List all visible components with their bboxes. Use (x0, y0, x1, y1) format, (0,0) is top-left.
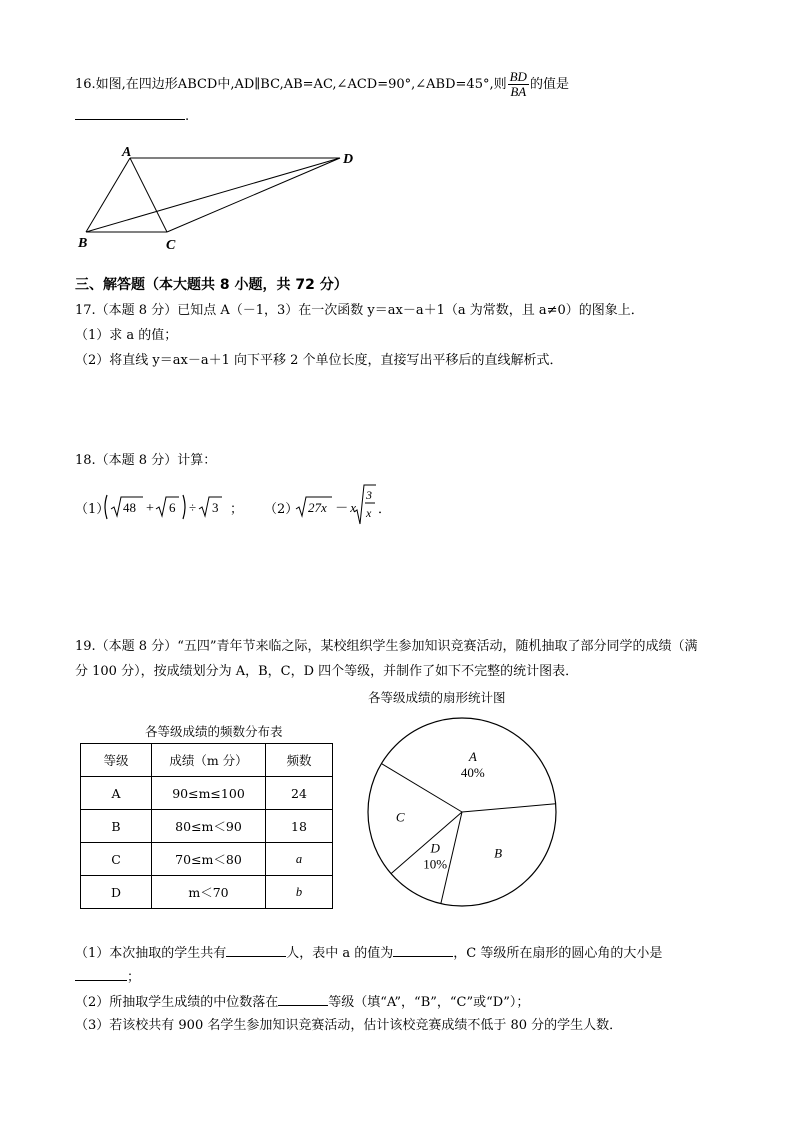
q19-part2 (75, 992, 529, 1012)
table-cell: 80≤m＜90 (152, 810, 266, 843)
table-header-cell: 等级 (81, 744, 152, 777)
q16-answer-blank[interactable] (75, 106, 185, 120)
q16-label-D: D (343, 152, 354, 167)
q19-p2-a: （2）所抽取学生成绩的中位数落在 (75, 995, 279, 1010)
q16-period: . (185, 109, 190, 124)
q18-p2-label: （2） (264, 502, 299, 517)
table-cell: B (81, 810, 152, 843)
svg-text:+: + (146, 501, 154, 516)
section3-title: 三、解答题（本大题共 8 小题，共 72 分） (75, 277, 348, 293)
q19-pie-title: 各等级成绩的扇形统计图 (368, 690, 506, 705)
q16-stem (75, 70, 569, 99)
q19-blank-a[interactable] (393, 943, 453, 957)
q18-p2-minus-x: － x (334, 500, 357, 515)
pie-slice-value-A: 40% (460, 765, 485, 781)
q16-text-end: 的值是 (529, 77, 569, 92)
q16-label-B: B (78, 236, 88, 251)
q19-blank-angle[interactable] (75, 967, 127, 981)
q16-frac-num: BD (509, 69, 527, 84)
table-cell: C (81, 843, 152, 876)
q17-part2: （2）将直线 y＝ax－a＋1 向下平移 2 个单位长度，直接写出平移后的直线解析式． (75, 353, 563, 368)
q16-figure (70, 140, 370, 260)
q16-label-C: C (166, 238, 176, 253)
pie-slice-value-D: 10% (423, 856, 448, 872)
q18-p1-rad-48: 48 (123, 500, 136, 515)
table-cell: A (81, 777, 152, 810)
table-header-cell: 成绩（m 分） (152, 744, 266, 777)
q17-stem: 17.（本题 8 分）已知点 A（－1，3）在一次函数 y＝ax－a＋1（a 为常数，且 a≠0）的图象上． (75, 303, 644, 318)
q18-p1-label: （1） (75, 502, 110, 517)
q19-blank-total[interactable] (226, 943, 286, 957)
table-row (81, 843, 333, 876)
q18-p2-rad-27x: 27x (308, 500, 327, 515)
q16-label-A: A (122, 145, 132, 160)
pie-slice-label-D: D (430, 840, 440, 856)
q17-part1: （1）求 a 的值； (75, 328, 178, 343)
table-cell: m＜70 (152, 876, 266, 909)
pie-chart (362, 714, 562, 910)
q19-part1-line1 (75, 943, 662, 963)
q16-text: 16.如图,在四边形ABCD中,AD∥BC,AB=AC,∠ACD=90°,∠ABD=45°,则 (75, 77, 507, 92)
q19-p2-b: 等级（填“A”，“B”，“C”或“D”）； (328, 995, 530, 1010)
table-row (81, 810, 333, 843)
frequency-table (80, 743, 333, 909)
q18-p2-end: ． (378, 502, 392, 517)
q19-stem-line1: 19.（本题 8 分）“五四”青年节来临之际，某校组织学生参加知识竞赛活动，随机抽取了部分同学的成绩（满 (75, 639, 698, 654)
table-row (81, 876, 333, 909)
q16-answer-line (75, 106, 189, 126)
svg-text:÷: ÷ (189, 500, 197, 515)
q19-table-title: 各等级成绩的频数分布表 (145, 724, 283, 739)
table-cell: 90≤m≤100 (152, 777, 266, 810)
q19-stem-line2: 分 100 分），按成绩划分为 A，B，C，D 四个等级，并制作了如下不完整的统计图表． (75, 664, 579, 679)
pie-slice-label-B: B (494, 845, 503, 861)
table-cell: a (266, 843, 333, 876)
q18-stem: 18.（本题 8 分）计算： (75, 453, 217, 468)
q18-p1-expression (103, 492, 233, 522)
q16-fraction (508, 70, 529, 99)
pie-slice-label-C: C (395, 809, 405, 825)
q18-p1-end: ； (230, 502, 244, 517)
q19-p1-b: 人，表中 a 的值为 (286, 946, 394, 961)
q19-blank-median[interactable] (278, 992, 328, 1006)
table-cell: 70≤m＜80 (152, 843, 266, 876)
q19-p1-a: （1）本次抽取的学生共有 (75, 946, 227, 961)
q16-frac-den: BA (510, 84, 527, 99)
table-cell: b (266, 876, 333, 909)
q18-p1-rad-6: 6 (169, 500, 176, 515)
q19-p1-c: ，C 等级所在扇形的圆心角的大小是 (453, 946, 663, 961)
table-row (81, 777, 333, 810)
q19-part3: （3）若该校共有 900 名学生参加知识竞赛活动，估计该校竞赛成绩不低于 80 分的学生人数． (75, 1018, 623, 1033)
table-cell: D (81, 876, 152, 909)
table-cell: 18 (266, 810, 333, 843)
q19-part1-line2 (75, 967, 140, 987)
q18-p2-frac-num: 3 (366, 488, 372, 502)
table-cell: 24 (266, 777, 333, 810)
table-header-row (81, 744, 333, 777)
table-header-cell: 频数 (266, 744, 333, 777)
q18-p2-frac-den: x (366, 506, 372, 520)
pie-slice-label-A: A (468, 749, 477, 765)
q18-p1-rad-3: 3 (212, 500, 219, 515)
q19-p1-end: ； (127, 970, 141, 985)
